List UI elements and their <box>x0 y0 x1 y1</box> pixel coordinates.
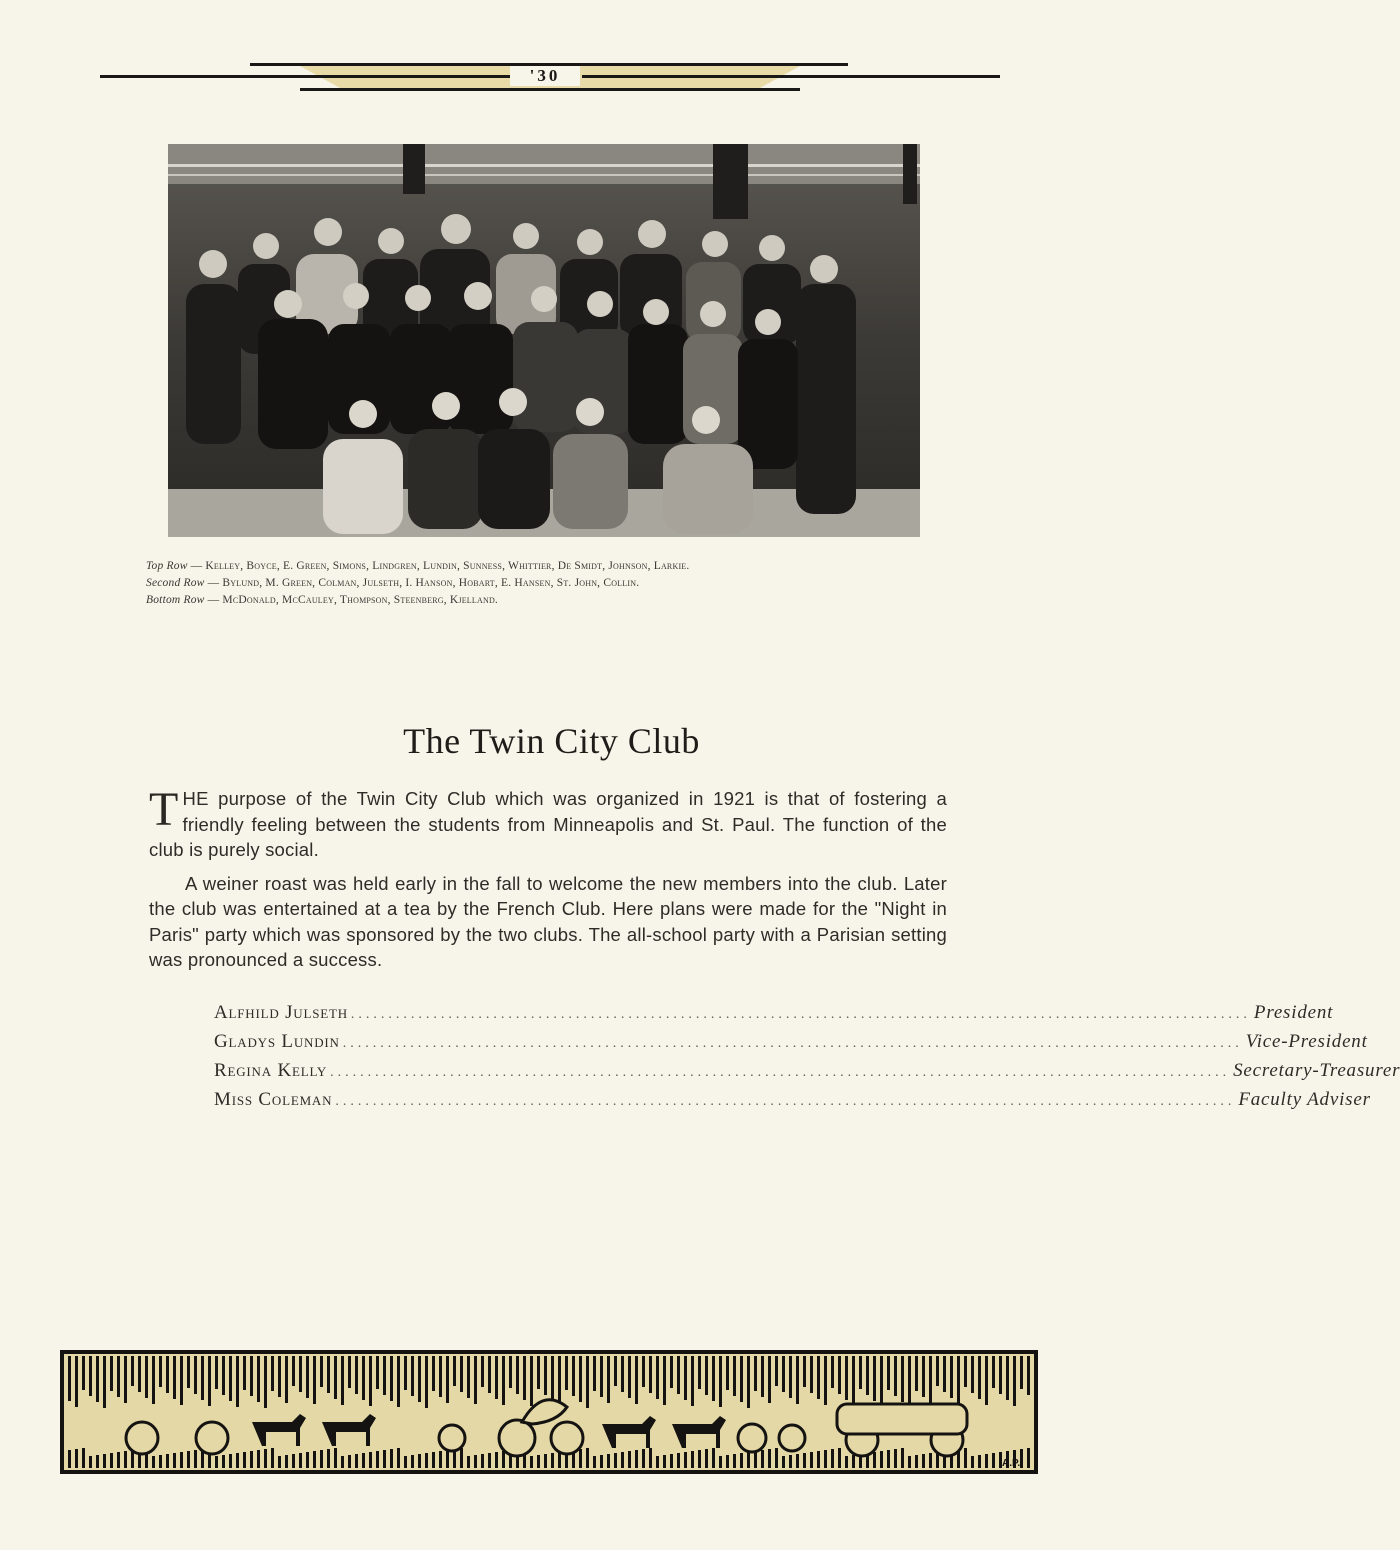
page-title: The Twin City Club <box>403 721 700 761</box>
caption-row-second <box>146 575 946 592</box>
caption-row-label: Second Row <box>146 577 205 589</box>
officer-name: Miss Coleman <box>214 1089 333 1110</box>
officer-role: President <box>1253 1002 1334 1023</box>
page-number: '30 <box>510 66 580 86</box>
officer-role: Secretary-Treasurer <box>1233 1060 1400 1081</box>
caption-row-names: — McDonald, McCauley, Thompson, Steenberg, Kjelland. <box>207 594 498 606</box>
paragraph-2: A weiner roast was held early in the fall to welcome the new members into the club. Later the club was entertained at a tea by the French Club. Here plans were made for the "Night in Paris" party which was sponsored by the two clubs. The all-school party with a Parisian setting was pronounced a success. <box>149 872 947 970</box>
paragraph-1 <box>149 783 947 863</box>
officers-list <box>214 1002 1400 1118</box>
caption-row-names: — Bylund, M. Green, Colman, Julseth, I. Hanson, Hobart, E. Hansen, St. John, Collin. <box>207 577 640 589</box>
footer-frieze <box>62 1352 1036 1472</box>
officer-name: Regina Kelly <box>214 1060 328 1081</box>
officer-name: Gladys Lundin <box>214 1031 340 1052</box>
group-photo <box>168 144 920 537</box>
group-photo-image <box>168 144 920 537</box>
officer-entry <box>214 1089 1371 1118</box>
officer-entry <box>214 1060 1400 1089</box>
officer-entry <box>214 1002 1334 1031</box>
leader-dots: ........................................................................................................................ <box>330 1065 1231 1080</box>
leader-dots: ........................................................................................................................ <box>350 1007 1251 1022</box>
drop-cap: T <box>149 783 179 836</box>
caption-row-bottom <box>146 592 946 609</box>
caption-row-top <box>146 558 946 575</box>
leader-dots: ........................................................................................................................ <box>342 1036 1243 1051</box>
paragraph-1-text: HE purpose of the Twin City Club which was organized in 1921 is that of fostering a friendly feeling between the students from Minneapolis and St. Paul. The function of the club is purely social. <box>149 788 947 860</box>
officer-role: Vice-President <box>1245 1031 1368 1052</box>
caption-row-label: Bottom Row <box>146 594 205 606</box>
officer-role: Faculty Adviser <box>1238 1089 1371 1110</box>
caption-row-label: Top Row <box>146 560 188 572</box>
photo-caption <box>146 558 946 609</box>
frieze-illustration <box>62 1352 1036 1472</box>
officer-name: Alfhild Julseth <box>214 1002 348 1023</box>
header-ornament <box>0 58 1103 98</box>
leader-dots: ........................................................................................................................ <box>335 1094 1236 1109</box>
article-body <box>149 783 947 981</box>
artist-initials: A.P. <box>1002 1458 1021 1469</box>
caption-row-names: — Kelley, Boyce, E. Green, Simons, Lindgren, Lundin, Sunness, Whittier, De Smidt, Johnson, Larkie. <box>190 560 690 572</box>
officer-entry <box>214 1031 1368 1060</box>
